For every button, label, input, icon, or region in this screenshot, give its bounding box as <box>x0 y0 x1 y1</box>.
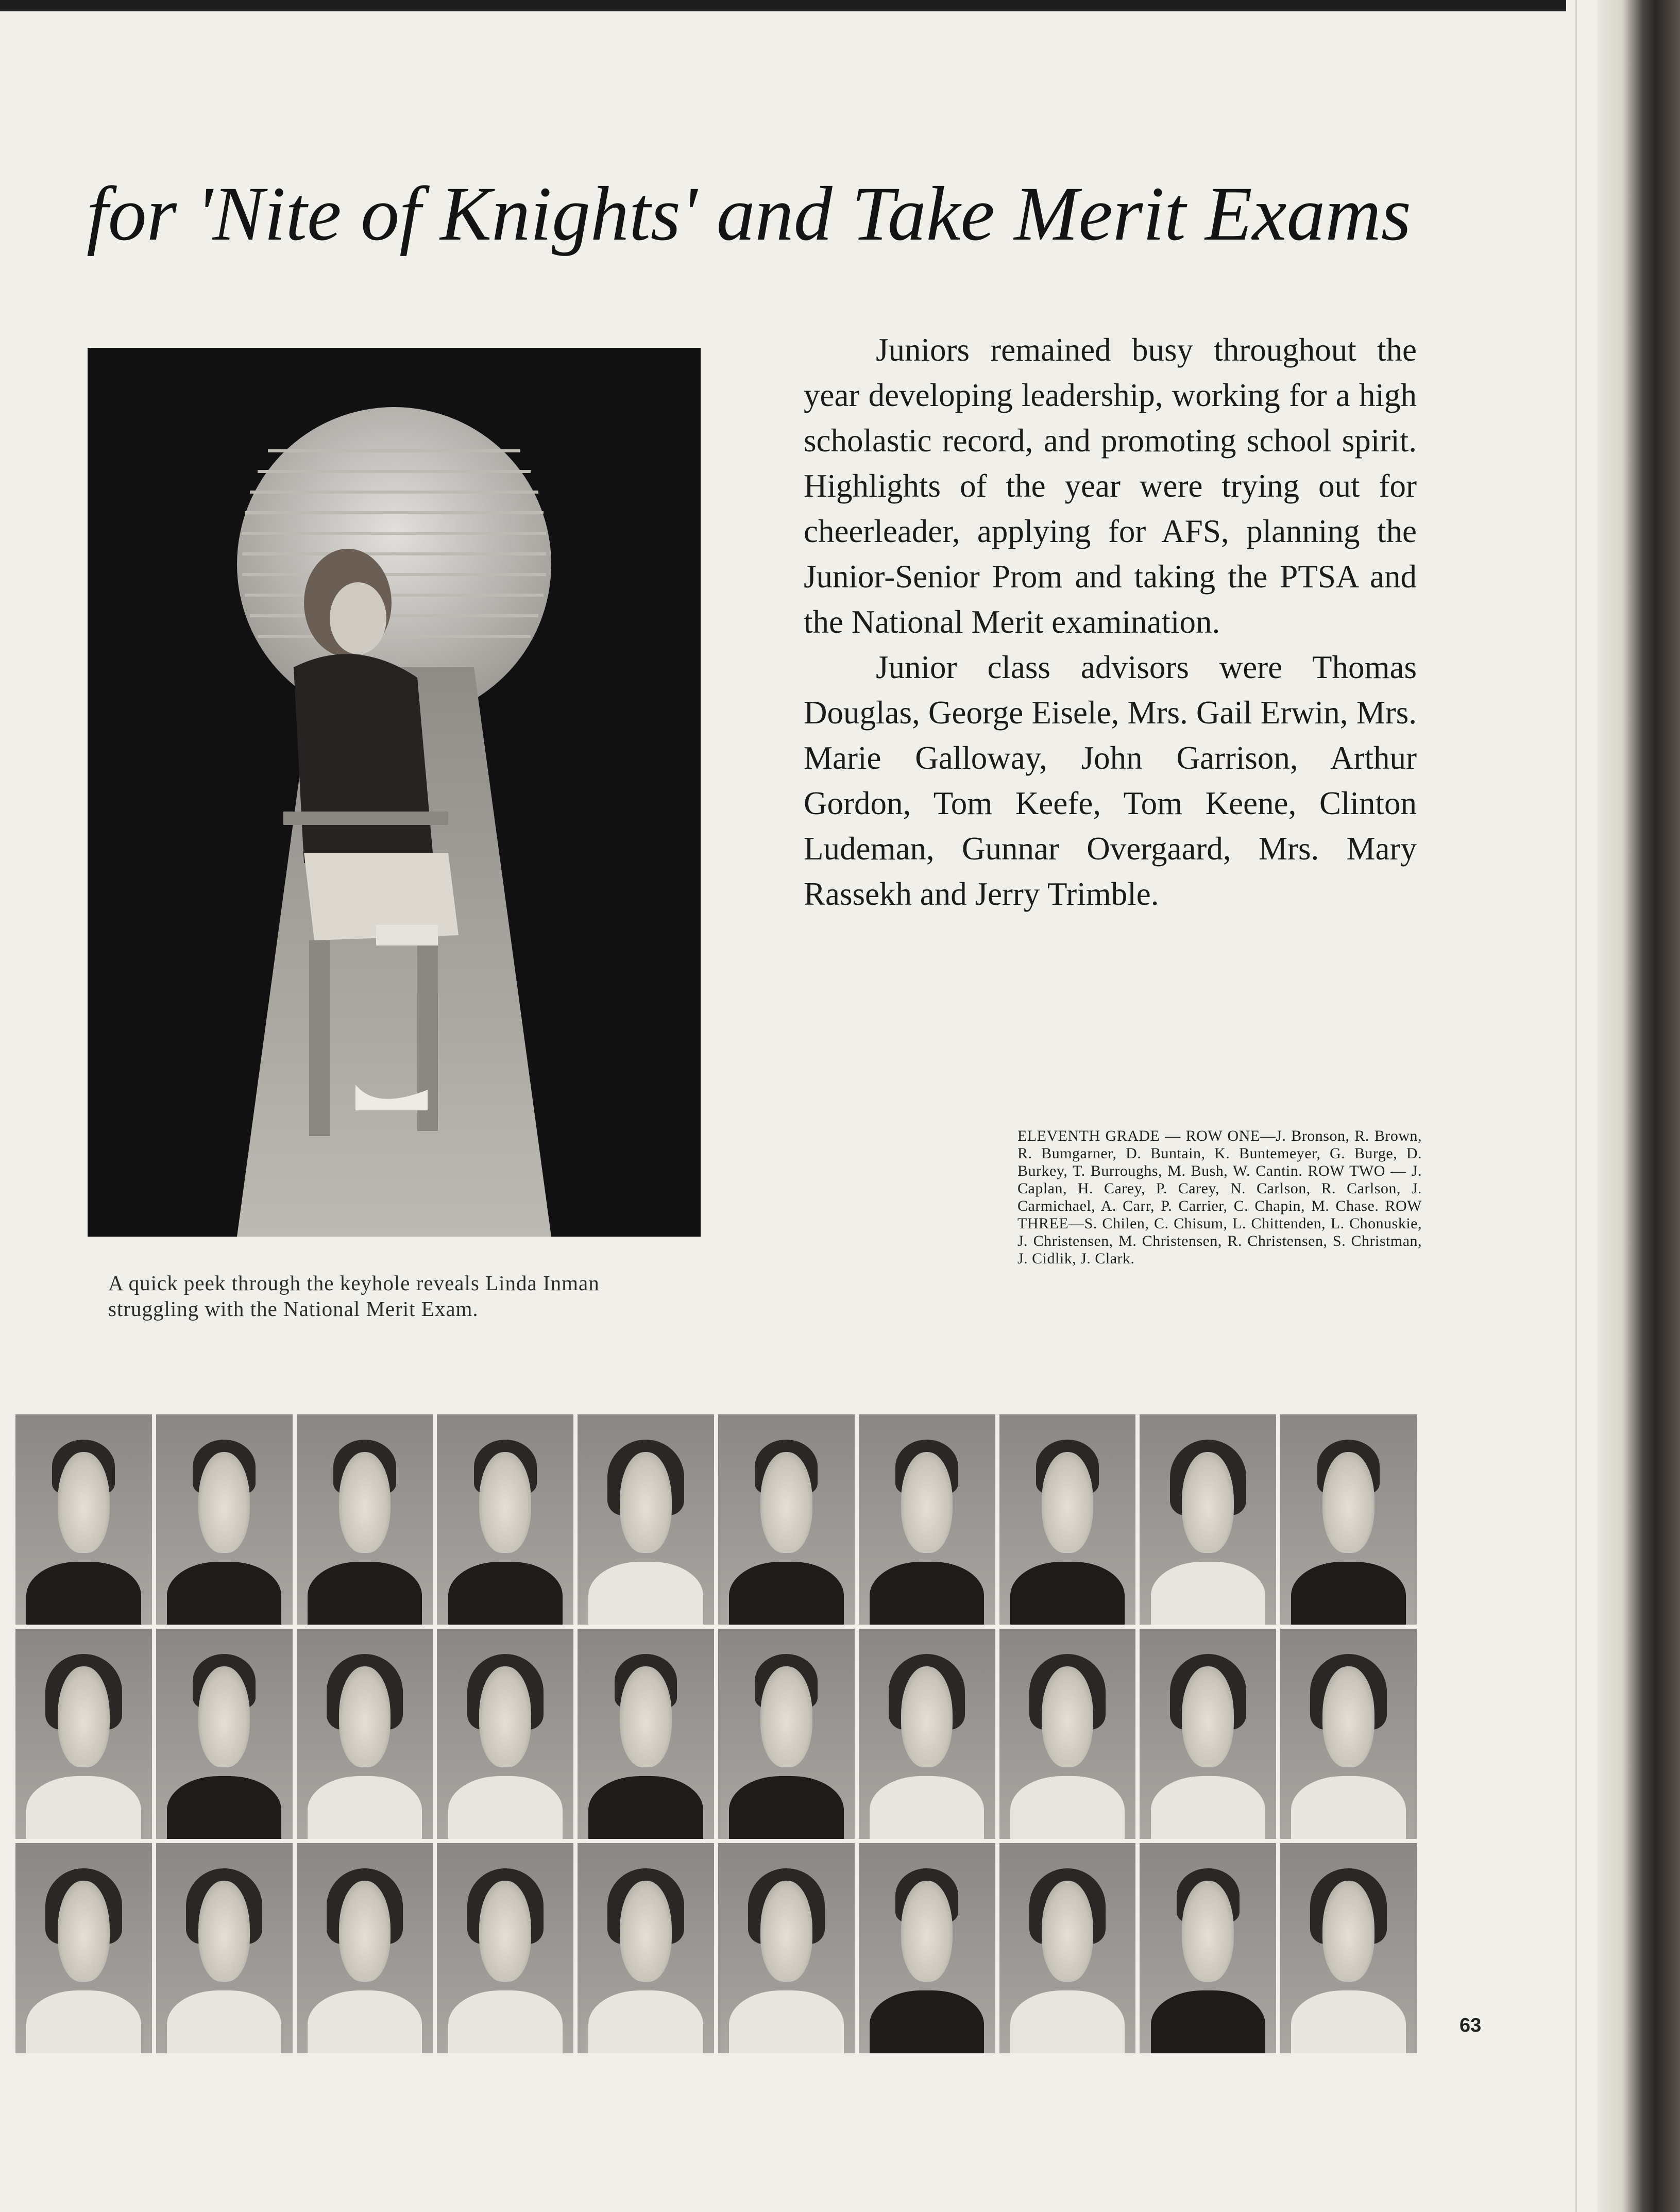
keyhole-photo-icon <box>88 348 701 1237</box>
student-portrait <box>578 1629 714 1839</box>
student-portrait <box>1140 1843 1276 2053</box>
article-body <box>804 327 1417 917</box>
binding-line <box>1575 0 1577 2212</box>
article-paragraph-1: Juniors remained busy throughout the year developing leadership, working for a high scholastic record, and promoting school spirit. Highlights of the year were trying out for cheerleader, applying for AFS, planning the Junior-Senior Prom and taking the PTSA and the National Merit examination. <box>804 332 1417 640</box>
student-portrait <box>859 1414 995 1625</box>
student-portrait <box>578 1843 714 2053</box>
photo-caption: A quick peek through the keyhole reveals Linda Inman struggling with the National Merit Exam. <box>108 1271 600 1321</box>
student-portrait <box>859 1629 995 1839</box>
article-paragraph-2: Junior class advisors were Thomas Douglas, George Eisele, Mrs. Gail Erwin, Mrs. Marie Galloway, John Garrison, Arthur Gordon, Tom Keefe, Tom Keene, Clinton Ludeman, Gunnar Overgaard, Mrs. Mary Rassekh and Jerry Trimble. <box>804 649 1417 912</box>
student-portrait <box>437 1629 573 1839</box>
student-portrait <box>999 1629 1136 1839</box>
student-portrait <box>297 1629 433 1839</box>
class-roster: ELEVENTH GRADE — ROW ONE—J. Bronson, R. Brown, R. Bumgarner, D. Buntain, K. Buntemeyer, G. Burge, D. Burkey, T. Burroughs, M. Bush, W. Cantin. ROW TWO — J. Caplan, H. Carey, P. Carey, N. Carlson, R. Carlson, J. Carmichael, A. Carr, P. Carrier, C. Chapin, M. Chase. ROW THREE—S. Chilen, C. Chisum, L. Chittenden, L. Chonuskie, J. Christensen, M. Christensen, R. Christensen, S. Christman, J. Cidlik, J. Clark. <box>1017 1127 1422 1267</box>
student-portrait <box>156 1843 293 2053</box>
student-portrait <box>15 1414 152 1625</box>
student-portrait <box>718 1843 855 2053</box>
student-portrait <box>1280 1414 1417 1625</box>
student-portrait <box>578 1414 714 1625</box>
student-portrait <box>156 1414 293 1625</box>
student-portrait <box>718 1414 855 1625</box>
student-portrait <box>1280 1629 1417 1839</box>
student-portrait <box>718 1629 855 1839</box>
student-portrait <box>859 1843 995 2053</box>
book-binding <box>1598 0 1680 2212</box>
student-portrait <box>999 1843 1136 2053</box>
student-portrait <box>1140 1414 1276 1625</box>
student-portrait <box>156 1629 293 1839</box>
student-portrait <box>1140 1629 1276 1839</box>
student-portrait <box>297 1414 433 1625</box>
page-top-edge <box>0 0 1566 11</box>
student-portrait <box>15 1843 152 2053</box>
page-heading: for 'Nite of Knights' and Take Merit Exams <box>87 171 1412 257</box>
student-portrait <box>437 1414 573 1625</box>
student-portrait <box>297 1843 433 2053</box>
student-portrait <box>999 1414 1136 1625</box>
student-portrait <box>1280 1843 1417 2053</box>
keyhole-photo <box>88 348 701 1237</box>
portrait-grid <box>15 1414 1417 2053</box>
student-portrait <box>437 1843 573 2053</box>
page-number: 63 <box>1460 2015 1482 2036</box>
student-portrait <box>15 1629 152 1839</box>
